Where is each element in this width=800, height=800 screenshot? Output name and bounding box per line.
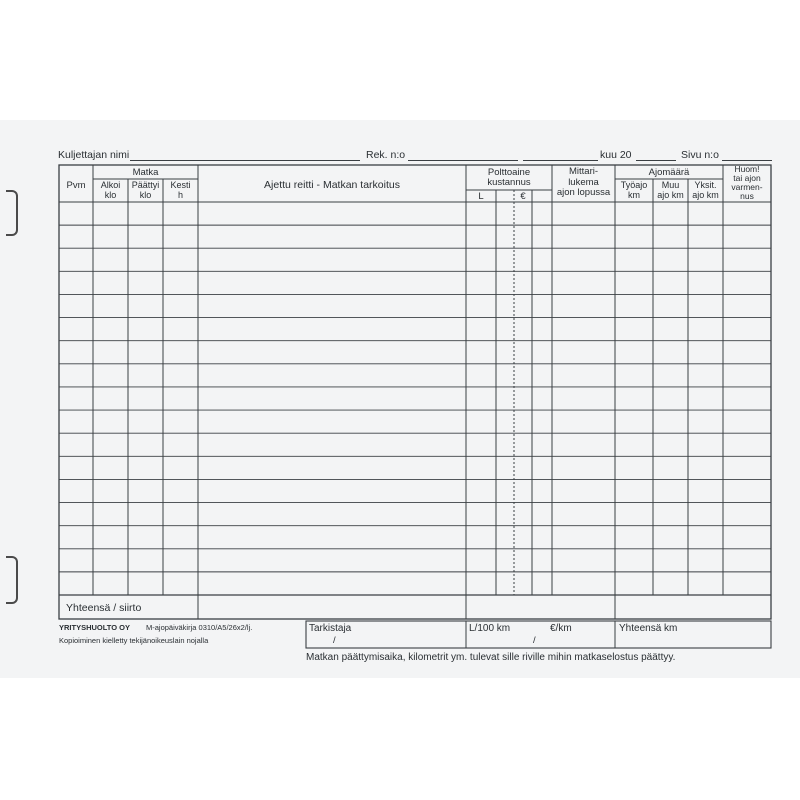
registration-label: Rek. n:o (366, 149, 406, 161)
col-date: Pvm (66, 180, 86, 191)
col-trip-start: Alkoi klo (100, 180, 121, 200)
col-mileage-group: Ajomäärä (648, 167, 690, 178)
copyright-note: Kopioiminen kielletty tekijänoikeuslain nojalla (59, 636, 209, 645)
col-route-purpose: Ajettu reitti - Matkan tarkoitus (264, 179, 400, 191)
col-odometer: Mittari- lukema ajon lopussa (556, 166, 611, 198)
col-notes: Huom! tai ajon varmen- nus (731, 164, 763, 201)
cost-slash: / (533, 635, 536, 646)
col-private-km: Yksit. ajo km (692, 180, 719, 200)
page-number-label: Sivu n:o (681, 149, 719, 161)
total-km-label: Yhteensä km (619, 623, 678, 634)
driver-name-label: Kuljettajan nimi (58, 149, 130, 161)
col-trip-duration: Kesti h (170, 180, 191, 200)
col-work-km: Työajo km (620, 180, 648, 200)
col-other-km: Muu ajo km (657, 180, 684, 200)
month-year-label: kuu 20 (600, 149, 632, 161)
col-fuel-cost: Polttoaine kustannus (487, 167, 531, 188)
col-fuel-euros: € (520, 191, 526, 202)
totals-carry-label: Yhteensä / siirto (66, 602, 142, 614)
col-fuel-liters: L (478, 191, 484, 202)
col-trip-end: Päättyi klo (131, 180, 160, 200)
euros-per-km-label: €/km (550, 623, 572, 634)
liters-per-100km-label: L/100 km (469, 623, 511, 634)
inspector-label: Tarkistaja (309, 623, 352, 634)
col-trip-group: Matka (132, 167, 159, 178)
inspector-date-slash: / (333, 635, 336, 646)
form-code: M-ajopäiväkirja 0310/A5/26x2/lj. (146, 623, 253, 632)
trip-end-instruction: Matkan päättymisaika, kilometrit ym. tulevat sille riville mihin matkaselostus päättyy. (306, 652, 676, 663)
company-name: YRITYSHUOLTO OY (59, 623, 130, 632)
